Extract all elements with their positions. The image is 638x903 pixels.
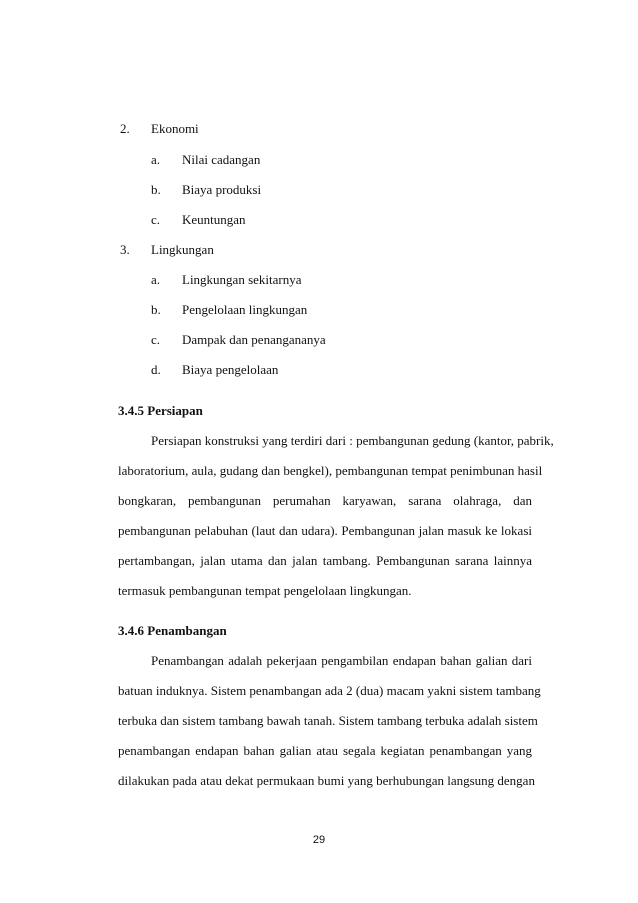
paragraph-line: laboratorium, aula, gudang dan bengkel), pembangunan tempat penimbunan hasil — [118, 463, 543, 478]
paragraph-line: Penambangan adalah pekerjaan pengambilan endapan bahan galian dari — [151, 653, 532, 668]
paragraph-line: bongkaran, pembangunan perumahan karyawan, sarana olahraga, dan — [118, 493, 532, 508]
sub-item-letter: d. — [151, 362, 161, 377]
page-number: 29 — [312, 834, 326, 846]
paragraph-line: dilakukan pada atau dekat permukaan bumi yang berhubungan langsung dengan — [118, 773, 535, 788]
sub-item-letter: b. — [151, 302, 161, 317]
list-label: Lingkungan — [151, 242, 214, 257]
paragraph-line: batuan induknya. Sistem penambangan ada 2 (dua) macam yakni sistem tambang — [118, 683, 541, 698]
paragraph-line: Persiapan konstruksi yang terdiri dari : pembangunan gedung (kantor, pabrik, — [151, 433, 554, 448]
paragraph-line: penambangan endapan bahan galian atau segala kegiatan penambangan yang — [118, 743, 532, 758]
sub-item-text: Lingkungan sekitarnya — [182, 272, 302, 287]
section-heading-persiapan: 3.4.5 Persiapan — [118, 403, 203, 418]
sub-item-text: Biaya pengelolaan — [182, 362, 279, 377]
sub-item-letter: c. — [151, 332, 161, 347]
sub-item-text: Biaya produksi — [182, 182, 262, 197]
sub-item-text: Keuntungan — [182, 212, 246, 227]
sub-item-letter: a. — [151, 272, 161, 287]
list-label: Ekonomi — [151, 121, 199, 136]
paragraph-line: pembangunan pelabuhan (laut dan udara). Pembangunan jalan masuk ke lokasi — [118, 523, 532, 538]
sub-item-text: Nilai cadangan — [182, 152, 261, 167]
list-number: 2. — [120, 121, 130, 136]
paragraph-line: termasuk pembangunan tempat pengelolaan lingkungan. — [118, 583, 412, 598]
sub-item-letter: c. — [151, 212, 161, 227]
sub-item-text: Dampak dan penangananya — [182, 332, 326, 347]
sub-item-text: Pengelolaan lingkungan — [182, 302, 308, 317]
paragraph-line: terbuka dan sistem tambang bawah tanah. Sistem tambang terbuka adalah sistem — [118, 713, 538, 728]
list-number: 3. — [120, 242, 130, 257]
section-heading-penambangan: 3.4.6 Penambangan — [118, 623, 227, 638]
sub-item-letter: a. — [151, 152, 161, 167]
paragraph-line: pertambangan, jalan utama dan jalan tambang. Pembangunan sarana lainnya — [118, 553, 532, 568]
sub-item-letter: b. — [151, 182, 161, 197]
